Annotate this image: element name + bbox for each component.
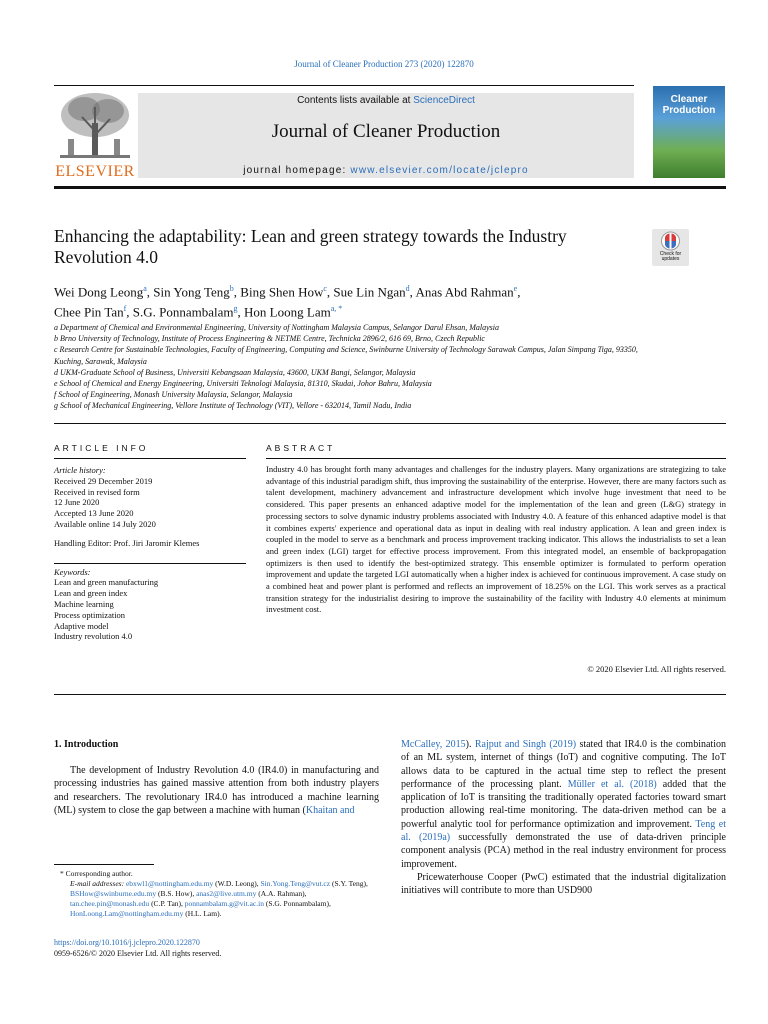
author-separator: ,	[517, 284, 521, 300]
affiliation: f School of Engineering, Monash University Malaysia, Selangor, Malaysia	[54, 390, 293, 400]
contents-prefix: Contents lists available at	[297, 95, 414, 106]
author-name[interactable]: Wei Dong Leong	[54, 284, 144, 300]
author-name[interactable]: Hon Loong Lam	[244, 304, 331, 320]
keyword: Industry revolution 4.0	[54, 631, 133, 642]
body-text: successfully demonstrated the use of data-driven principle component analysis (PCA) method in the real industry environment for process improvement.	[401, 832, 726, 870]
abstract-text: Industry 4.0 has brought forth many advantages and challenges for the industry players. Many organizations are strategizing to take advantage of this industrial paradigm shift, thus improving the sustainability of the enterprise. However, there are many factors such as talent development, machinery advancement and infrastructure development which involve huge investment that need to be considered. This paper presents an enhanced adaptive model for the implementation of the lean and green (L&G) strategy in processing sectors to solve dynamic industry problems associated with Industry 4.0. A feature of this enhanced adaptive model is that it combines experts' experience and operational data as input in dealing with real industry application. A lean and green index is coupled in the model to serve as a benchmark and process improvement tracking indicator. This allows the industrialists to set a lean and green index (LGI) target for effective process improvement. From this integrated model, an ensemble of backpropagation optimizers is then used to identify the best-optimized strategy. This ensemble optimizer is formulated to perform operation improvement and update the targeted LGI automatically when a higher index is achieved for continuous improvement. A case study on a combined heat and power plant is performed and reflects an improvement of 18.25% on the LGI. This work serves as a practical transition strategy for the industrialist desiring to improve the sustainability of the facility with Industry 4.0 elements at minimum investment cost.	[266, 464, 726, 615]
author-name[interactable]: Sin Yong Teng	[153, 284, 230, 300]
email-link[interactable]: HonLoong.Lam@nottingham.edu.my	[70, 909, 184, 918]
abstract-copyright: © 2020 Elsevier Ltd. All rights reserved.	[587, 664, 726, 674]
corresponding-author-note: * Corresponding author.	[60, 869, 133, 878]
section-heading-introduction: 1. Introduction	[54, 739, 119, 750]
tree-icon	[54, 87, 136, 163]
email-link[interactable]: ebxwl1@nottingham.edu.my	[125, 879, 214, 888]
affiliation: d UKM-Graduate School of Business, Universiti Kebangsaan Malaysia, 43600, UKM Bangi, Selangor, Malaysia	[54, 367, 416, 377]
affiliation: g School of Mechanical Engineering, Vellore Institute of Technology (VIT), Vellore - 632014, Tamil Nadu, India	[54, 401, 412, 411]
intro-paragraph-right	[401, 738, 726, 871]
cover-title-line1: Cleaner	[670, 94, 708, 105]
crossmark-label: Check for updates	[659, 251, 682, 262]
author-affiliation-mark[interactable]: d	[405, 284, 410, 293]
affiliation: a Department of Chemical and Environmental Engineering, University of Nottingham Malaysia Campus, Selangor Darul Ehsan, Malaysia	[54, 323, 499, 332]
author-separator: ,	[146, 284, 154, 300]
body-text: stated that IR4.0 is the combination of an ML system, internet of things (IoT) and cognitive computing. The IoT allows data to be captured in the actual time step to reflect the present performance of the processing plant.	[401, 739, 726, 790]
history-item: Accepted 13 June 2020	[54, 508, 134, 519]
affiliations	[54, 322, 654, 412]
author-affiliation-mark[interactable]: g	[233, 304, 238, 314]
doi-link[interactable]: https://doi.org/10.1016/j.jclepro.2020.122870	[54, 938, 200, 947]
keywords-label: Keywords:	[54, 566, 91, 577]
handling-editor: Handling Editor: Prof. Jiri Jaromir Klemes	[54, 537, 200, 548]
keyword: Lean and green manufacturing	[54, 577, 159, 588]
section-rule	[54, 423, 726, 424]
email-owner: (S.Y. Teng),	[330, 879, 368, 888]
email-link[interactable]: anas2@live.utm.my	[196, 889, 257, 898]
email-label: E-mail addresses:	[70, 879, 126, 888]
author-affiliation-mark[interactable]: e	[513, 284, 518, 293]
history-label: Article history:	[54, 465, 106, 475]
email-owner: (W.D. Leong),	[213, 879, 261, 888]
article-info	[54, 465, 254, 642]
journal-cover[interactable]	[653, 86, 725, 178]
article-info-heading: ARTICLE INFO	[54, 443, 149, 453]
homepage-line	[138, 165, 634, 176]
email-link[interactable]: tan.chee.pin@monash.edu	[70, 899, 150, 908]
body-paragraph: Pricewaterhouse Cooper (PwC) estimated that the industrial digitalization initiatives will contribute to more than USD900	[401, 871, 726, 897]
homepage-link[interactable]: www.elsevier.com/locate/jclepro	[350, 165, 529, 176]
keywords-rule	[54, 563, 246, 564]
author-name[interactable]: S.G. Ponnambalam	[132, 304, 234, 320]
author-separator: ,	[237, 304, 245, 320]
abstract-heading: ABSTRACT	[266, 443, 336, 453]
author-separator: ,	[409, 284, 416, 300]
homepage-prefix: journal homepage:	[243, 165, 351, 176]
sciencedirect-link[interactable]: ScienceDirect	[413, 95, 475, 106]
cover-title	[655, 94, 723, 116]
history-item: 12 June 2020	[54, 497, 100, 508]
email-link[interactable]: Sin.Yong.Teng@vut.cz	[260, 879, 331, 888]
issn-line: 0959-6526/© 2020 Elsevier Ltd. All rights reserved.	[54, 949, 222, 958]
author-affiliation-mark[interactable]: a	[143, 284, 147, 293]
footnotes	[54, 869, 379, 919]
reference-link[interactable]: Teng et al. (2019a)	[401, 818, 726, 844]
reference-link[interactable]: McCalley, 2015	[401, 739, 466, 750]
elsevier-wordmark: ELSEVIER	[55, 163, 135, 180]
body-text: added that the application of IoT is transiting the traditionally operated factories toward smart production allowing real-time monitoring. The data-driven method can be a powerful analytic tool for performance optimization and improvement.	[401, 778, 726, 830]
author-separator: ,	[233, 284, 241, 300]
footnote-rule	[54, 864, 154, 865]
history-item: Received 29 December 2019	[54, 475, 153, 486]
email-link[interactable]: BSHow@swinburne.edu.my	[70, 889, 157, 898]
author-affiliation-mark[interactable]: a, *	[330, 304, 343, 314]
header-top-rule	[54, 85, 634, 86]
author-name[interactable]: Chee Pin Tan	[54, 304, 124, 320]
article-info-rule	[54, 458, 246, 459]
right-column	[401, 738, 726, 898]
crossmark-icon	[652, 229, 689, 253]
author-name[interactable]: Sue Lin Ngan	[333, 284, 406, 300]
keyword: Lean and green index	[54, 588, 128, 599]
body-text: ).	[465, 739, 475, 750]
intro-text: The development of Industry Revolution 4.0 (IR4.0) in manufacturing and processing industries has gained massive attention from both industry players and researchers. The revolutionary IR4.0 has introduced a machine learning (ML) system to close the gap between a machine with human (	[54, 765, 379, 816]
author-separator: ,	[126, 304, 133, 320]
author-list	[54, 280, 694, 321]
affiliation: e School of Chemical and Energy Engineering, Universiti Teknologi Malaysia, 81310, Skudai, Johor Bahru, Malaysia	[54, 379, 432, 389]
journal-masthead	[138, 93, 634, 178]
author-separator: ,	[326, 284, 334, 300]
intro-paragraph-left	[54, 764, 379, 817]
journal-citation[interactable]: Journal of Cleaner Production 273 (2020) 122870	[294, 59, 474, 69]
body-rule	[54, 694, 726, 695]
email-owner: (C.P. Tan),	[149, 899, 185, 908]
email-owner: (H.L. Lam).	[183, 909, 222, 918]
affiliation: c Research Centre for Sustainable Technologies, Faculty of Engineering, Computing and Science, Swinburne University of Technology Sarawak Campus, Jalan Simpang Tiga, 93350, Kuching, Sarawak, Malaysia	[54, 345, 638, 366]
article-title: Enhancing the adaptability: Lean and green strategy towards the Industry Revolution 4.0	[54, 226, 567, 267]
journal-title: Journal of Cleaner Production	[271, 121, 501, 142]
history-item: Received in revised form	[54, 486, 140, 497]
affiliation: b Brno University of Technology, Institute of Process Engineering & NETME Centre, Technicka 2896/2, 616 69, Brno, Czech Republic	[54, 334, 485, 344]
reference-link[interactable]: Khaitan and	[305, 804, 355, 816]
contents-line	[138, 95, 634, 106]
cover-title-line2: Production	[662, 105, 716, 116]
abstract-rule	[266, 458, 726, 459]
keyword: Process optimization	[54, 609, 126, 620]
email-owner: (A.A. Rahman),	[256, 889, 307, 898]
author-name[interactable]: Bing Shen How	[240, 284, 324, 300]
keyword: Adaptive model	[54, 620, 109, 631]
header-bottom-rule	[54, 186, 726, 189]
author-affiliation-mark[interactable]: f	[123, 304, 127, 314]
reference-link[interactable]: Rajput and Singh (2019)	[474, 739, 577, 750]
history-item: Available online 14 July 2020	[54, 518, 156, 529]
email-owner: (S.G. Ponnambalam),	[263, 899, 331, 908]
check-for-updates-button[interactable]	[652, 229, 689, 266]
reference-link[interactable]: Müller et al. (2018)	[567, 778, 657, 790]
author-affiliation-mark[interactable]: c	[323, 284, 327, 293]
author-affiliation-mark[interactable]: b	[229, 284, 234, 293]
email-owner: (B.S. How),	[156, 889, 197, 898]
email-addresses	[54, 879, 379, 919]
email-link[interactable]: ponnambalam.g@vit.ac.in	[184, 899, 264, 908]
author-name[interactable]: Anas Abd Rahman	[415, 284, 514, 300]
keyword: Machine learning	[54, 598, 114, 609]
